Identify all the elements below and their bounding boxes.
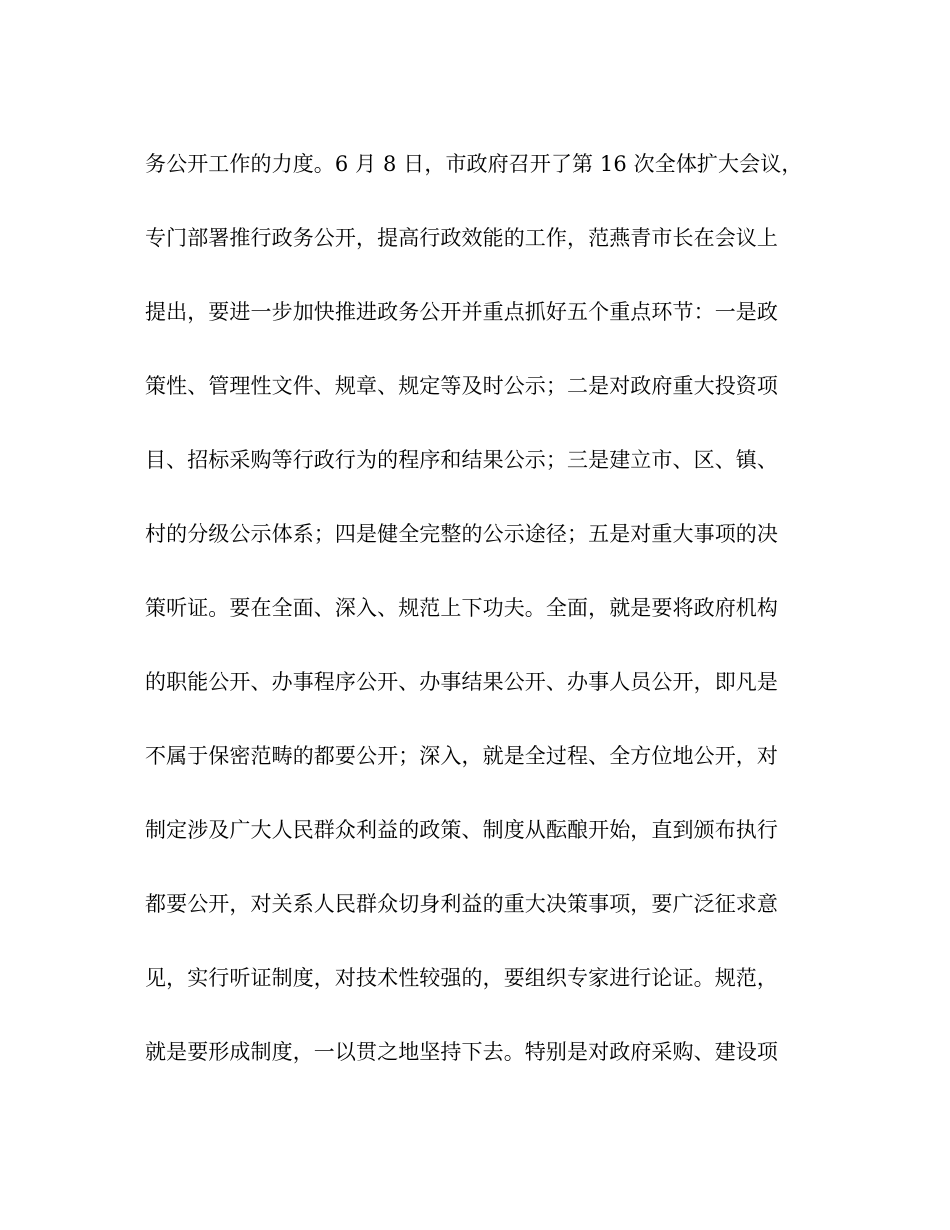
body-text xyxy=(145,140,805,1102)
text-line: 策听证。要在全面、深入、规范上下功夫。全面，就是要将政府机构 xyxy=(145,596,778,620)
text-line: 不属于保密范畴的都要公开；深入，就是全过程、全方位地公开，对 xyxy=(145,744,778,768)
text-line: 的职能公开、办事程序公开、办事结果公开、办事人员公开，即凡是 xyxy=(145,670,778,694)
text-line: 见，实行听证制度，对技术性较强的，要组织专家进行论证。规范， xyxy=(145,966,778,990)
text-line: 都要公开，对关系人民群众切身利益的重大决策事项，要广泛征求意 xyxy=(145,892,778,916)
text-line: 策性、管理性文件、规章、规定等及时公示；二是对政府重大投资项 xyxy=(145,374,778,398)
text-line: 务公开工作的力度。6 月 8 日，市政府召开了第 16 次全体扩大会议， xyxy=(145,152,803,176)
text-line: 村的分级公示体系；四是健全完整的公示途径；五是对重大事项的决 xyxy=(145,522,778,546)
text-line: 专门部署推行政务公开，提高行政效能的工作，范燕青市长在会议上 xyxy=(145,226,778,250)
text-line: 就是要形成制度，一以贯之地坚持下去。特别是对政府采购、建设项 xyxy=(145,1040,778,1064)
text-line: 制定涉及广大人民群众利益的政策、制度从酝酿开始，直到颁布执行 xyxy=(145,818,778,842)
text-line: 目、招标采购等行政行为的程序和结果公示；三是建立市、区、镇、 xyxy=(145,448,778,472)
text-line: 提出，要进一步加快推进政务公开并重点抓好五个重点环节：一是政 xyxy=(145,300,778,324)
